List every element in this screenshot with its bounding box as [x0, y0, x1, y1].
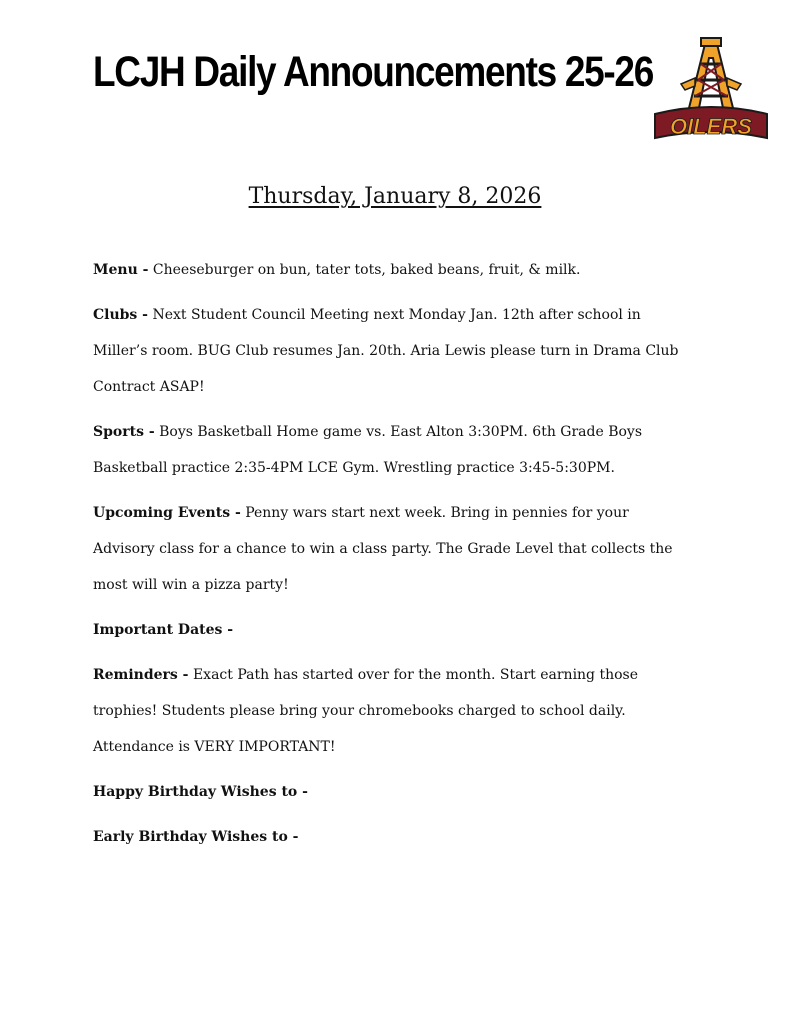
sports-section: [93, 414, 693, 486]
important-dates-section: [93, 612, 693, 648]
menu-label: Menu -: [93, 262, 149, 278]
oilers-derrick-logo: [651, 36, 771, 142]
clubs-label: Clubs -: [93, 307, 148, 323]
menu-section: [93, 252, 693, 288]
important-dates-label: Important Dates -: [93, 622, 234, 638]
upcoming-events-text: Penny wars start next week. Bring in pennies for your Advisory class for a chance to win a class party. The Grade Level that collects the most will win a pizza party!: [93, 505, 673, 593]
upcoming-events-section: [93, 495, 693, 603]
early-birthday-label: Early Birthday Wishes to -: [93, 829, 299, 845]
announcements-body: [93, 252, 693, 864]
logo-wordmark: OILERS: [670, 114, 752, 139]
reminders-section: [93, 657, 693, 765]
page-title: LCJH Daily Announcements 25-26: [93, 48, 653, 96]
reminders-label: Reminders -: [93, 667, 189, 683]
clubs-section: [93, 297, 693, 405]
happy-birthday-label: Happy Birthday Wishes to -: [93, 784, 308, 800]
upcoming-events-label: Upcoming Events -: [93, 505, 241, 521]
announcement-date: Thursday, January 8, 2026: [248, 184, 542, 209]
early-birthday-section: [93, 819, 693, 855]
oil-derrick-icon: [681, 38, 741, 108]
reminders-text: Exact Path has started over for the month. Start earning those trophies! Students please bring your chromebooks charged to school daily. Attendance is VERY IMPORTANT!: [93, 667, 639, 755]
sports-label: Sports -: [93, 424, 155, 440]
menu-text: Cheeseburger on bun, tater tots, baked beans, fruit, & milk.: [148, 262, 581, 278]
sports-text: Boys Basketball Home game vs. East Alton 3:30PM. 6th Grade Boys Basketball practice 2:35-4PM LCE Gym. Wrestling practice 3:45-5:30PM.: [93, 424, 643, 476]
happy-birthday-section: [93, 774, 693, 810]
clubs-text: Next Student Council Meeting next Monday Jan. 12th after school in Miller’s room. BUG Club resumes Jan. 20th. Aria Lewis please turn in Drama Club Contract ASAP!: [93, 307, 679, 395]
